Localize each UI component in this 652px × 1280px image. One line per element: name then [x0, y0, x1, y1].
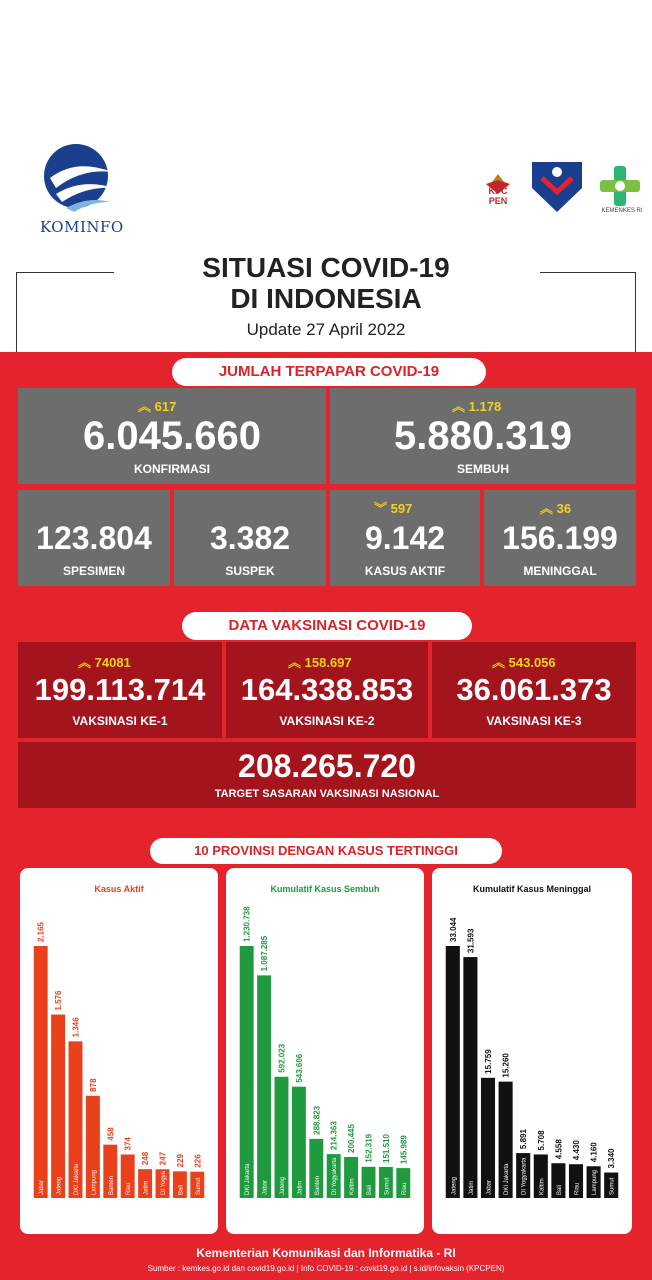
value-label: 5.708 [536, 1130, 546, 1151]
category-label: Bali [367, 1184, 373, 1195]
bar-jateng [51, 1015, 65, 1198]
value-label: 33.044 [448, 917, 458, 942]
target-label: TARGET SASARAN VAKSINASI NASIONAL [214, 788, 440, 800]
category-label: Riau [574, 1182, 581, 1195]
value-label: 543.606 [294, 1053, 304, 1083]
value-label: 288.823 [312, 1105, 322, 1135]
category-label: Riau [126, 1182, 133, 1195]
value-label: 248 [141, 1151, 151, 1166]
suspek-label: SUSPEK [225, 564, 275, 578]
value-label: 145.989 [399, 1135, 409, 1165]
category-label: Sumut [384, 1177, 391, 1195]
bar-jabar [257, 975, 271, 1198]
category-label: DI Yogyakarta [521, 1157, 528, 1195]
category-label: Jateng [56, 1176, 63, 1195]
category-label: Kaltim [539, 1178, 546, 1195]
value-label: 152.319 [364, 1133, 374, 1163]
konfirmasi-change: ︽ 617 [138, 399, 177, 414]
target-card [18, 742, 636, 808]
value-label: 1.346 [71, 1017, 81, 1038]
category-label: Bali [178, 1184, 185, 1195]
category-label: Lampung [91, 1169, 98, 1195]
category-label: Banten [314, 1175, 321, 1195]
category-label: Banten [108, 1175, 115, 1195]
value-label: 1.230.738 [242, 906, 252, 942]
kasus-aktif-label: KASUS AKTIF [364, 564, 446, 578]
kasus-aktif-change: ︾ 597 [374, 501, 413, 516]
suspek-card [174, 490, 326, 586]
category-label: Sumut [609, 1177, 616, 1195]
vaksinasi-1-change: ︽ 74081 [78, 655, 131, 670]
sembuh-card [330, 388, 636, 484]
value-label: 3.340 [607, 1148, 617, 1169]
value-label: 1.576 [54, 990, 64, 1011]
chart-title-sembuh: Kumulatif Kasus Sembuh [270, 884, 380, 894]
update-date: Update 27 April 2022 [246, 320, 406, 339]
up-chevron-icon: ︽ [540, 501, 554, 516]
provinsi-heading: 10 PROVINSI DENGAN KASUS TERTINGGI [150, 838, 502, 864]
value-label: 247 [158, 1151, 168, 1166]
category-label: Jatim [297, 1180, 304, 1195]
kasus-aktif-value: 9.142 [364, 520, 446, 556]
value-label: 15.759 [484, 1049, 493, 1074]
category-label: Jabar [262, 1179, 269, 1195]
value-label: 4.430 [572, 1140, 581, 1161]
meninggal-change: ︽ 36 [540, 501, 572, 516]
value-label: 31.593 [466, 928, 476, 954]
vaksinasi-3-label: VAKSINASI KE-3 [486, 714, 582, 728]
category-label: Jabar [39, 1179, 46, 1195]
vaksinasi-2-card [226, 642, 428, 738]
spesimen-value: 123.804 [36, 520, 152, 556]
meninggal-value: 156.199 [502, 520, 618, 556]
chart-sembuh [226, 868, 424, 1234]
sembuh-label: SEMBUH [456, 462, 509, 476]
up-chevron-icon: ︽ [288, 655, 302, 670]
value-label: 200.445 [347, 1124, 357, 1153]
kominfo-wordmark: KOMINFO [40, 218, 124, 236]
footer-source: Sumber : kemkes.go.id dan covid19.go.id | Info COVID-19 : covid19.go.id | s.id/infovaksin (KPCPEN) [147, 1264, 505, 1273]
value-label: 214.363 [329, 1121, 339, 1151]
page-title-line1: SITUASI COVID-19 [202, 252, 450, 283]
vaksinasi-3-change: ︽ 543.056 [492, 655, 556, 670]
vaksinasi-3-card [432, 642, 636, 738]
bar-dki-jakarta [240, 946, 254, 1198]
vaksinasi-2-value: 164.338.853 [240, 672, 414, 707]
meninggal-label: MENINGGAL [523, 564, 597, 578]
page-title-line2: DI INDONESIA [230, 283, 422, 314]
bar-jatim [463, 957, 477, 1198]
up-chevron-icon: ︽ [138, 399, 152, 414]
up-chevron-icon: ︽ [78, 655, 92, 670]
value-label: 4.558 [554, 1139, 564, 1160]
target-value: 208.265.720 [238, 748, 416, 784]
vaksinasi-3-value: 36.061.373 [456, 672, 612, 707]
category-label: Kaltim [349, 1178, 356, 1195]
up-chevron-icon: ︽ [452, 399, 466, 414]
satgas-logo-icon [528, 158, 586, 212]
down-chevron-icon: ︾ [374, 501, 388, 516]
vaksinasi-1-card [18, 642, 222, 738]
category-label: Jateng [280, 1176, 286, 1195]
value-label: 592.023 [277, 1043, 287, 1073]
spesimen-label: SPESIMEN [62, 564, 125, 578]
value-label: 2.165 [36, 921, 46, 942]
category-label: Jabar [486, 1179, 493, 1195]
chart-aktif [20, 868, 218, 1234]
category-label: Riau [401, 1182, 408, 1195]
vaksinasi-1-label: VAKSINASI KE-1 [72, 714, 168, 728]
chart-panel-meninggal [432, 868, 632, 1234]
suspek-value: 3.382 [209, 520, 291, 556]
value-label: 15.260 [501, 1053, 511, 1078]
footer-ministry: Kementerian Komunikasi dan Informatika - RI [196, 1246, 456, 1260]
sembuh-value: 5.880.319 [394, 414, 572, 458]
kemenkes-label: KEMENKES RI [601, 208, 643, 214]
chart-title-meninggal: Kumulatif Kasus Meninggal [472, 884, 591, 894]
category-label: Lampung [592, 1169, 599, 1195]
value-label: 1.087.285 [260, 935, 270, 972]
value-label: 458 [106, 1127, 116, 1141]
value-label: 229 [175, 1153, 185, 1168]
konfirmasi-card [18, 388, 326, 484]
category-label: Jateng [451, 1176, 458, 1195]
kasus-aktif-card [330, 490, 480, 586]
value-label: 5.891 [519, 1129, 529, 1150]
chart-title-aktif: Kasus Aktif [94, 884, 144, 894]
kemenkes-logo-icon [598, 164, 642, 208]
bar-jabar [34, 946, 48, 1198]
sembuh-change: ︽ 1.178 [452, 399, 502, 414]
category-label: Jatim [468, 1180, 475, 1195]
konfirmasi-value: 6.045.660 [83, 414, 261, 458]
value-label: 374 [123, 1137, 133, 1151]
konfirmasi-label: KONFIRMASI [134, 462, 210, 476]
value-label: 4.160 [589, 1142, 599, 1163]
bar-jabar [481, 1078, 495, 1198]
category-label: Sumut [195, 1177, 202, 1195]
category-label: DKI Jakarta [245, 1163, 252, 1195]
category-label: Jatim [143, 1180, 150, 1195]
bar-jateng [446, 946, 460, 1198]
spesimen-card [18, 490, 170, 586]
meninggal-card [484, 490, 636, 586]
value-label: 151.510 [381, 1134, 391, 1163]
terpapar-heading: JUMLAH TERPAPAR COVID-19 [172, 358, 486, 386]
category-label: DKI Jakarta [504, 1163, 511, 1195]
vaksinasi-2-label: VAKSINASI KE-2 [279, 714, 375, 728]
value-label: 878 [88, 1078, 98, 1092]
kpcpen-label: KPC PEN [488, 186, 508, 206]
chart-panel-aktif [20, 868, 218, 1234]
vaksinasi-2-change: ︽ 158.697 [288, 655, 352, 670]
vaksinasi-heading: DATA VAKSINASI COVID-19 [182, 612, 472, 640]
vaksinasi-1-value: 199.113.714 [34, 672, 206, 707]
chart-meninggal [432, 868, 632, 1234]
chart-panel-sembuh [226, 868, 424, 1234]
category-label: DKI Jakarta [74, 1163, 80, 1195]
value-label: 226 [193, 1154, 203, 1168]
up-chevron-icon: ︽ [492, 655, 506, 670]
category-label: Bali [556, 1184, 563, 1195]
category-label: DI Yogyakarta [332, 1157, 339, 1195]
category-label: DI Yogya [161, 1170, 167, 1195]
